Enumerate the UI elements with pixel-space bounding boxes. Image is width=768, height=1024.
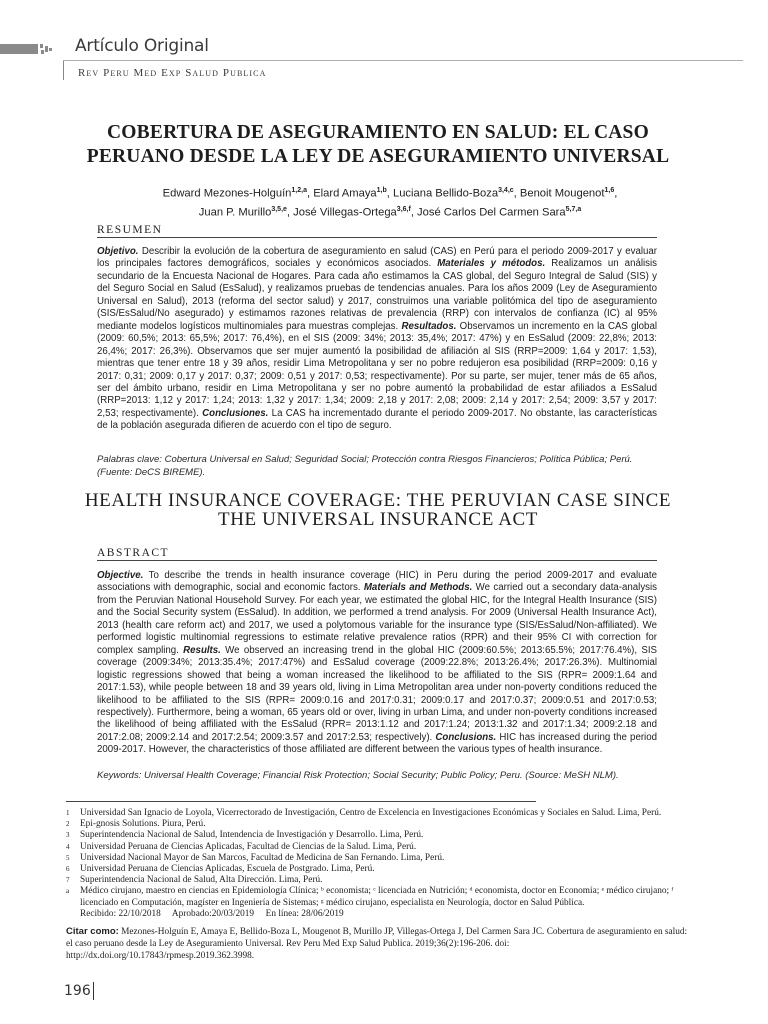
section-label: Artículo Original: [75, 36, 209, 56]
author-affiliation: 1,b: [376, 187, 387, 194]
footnote-item: [66, 830, 696, 841]
body-text: Realizamos un análisis secundario de la Encuesta Nacional de Hogares. Para cada año estimamos la CAS global, del Seguro Integral de Salud (SIS) y del Seguro Social en Salud (EsSalud), y realizamos pruebas de tendencias anuales. Para los años 2009 (Ley de Aseguramiento Universal en Salud), 2013 (reforma del sector salud) y 2017, construimos una variable politómica del tipo de aseguramiento (SIS/EsSalud/No asegurado) y estimamos razones relativas de prevalencia (RRP) con intervalos de confianza (IC) al 95% mediante modelos logísticos multinomiales para muestras complejas.: [97, 258, 657, 332]
footnote-item: [66, 886, 696, 908]
footnote-number: 7: [66, 876, 70, 885]
footnote-text: Superintendencia Nacional de Salud, Alta Dirección. Lima, Perú.: [80, 875, 323, 886]
subheading: Conclusions.: [435, 731, 497, 743]
body-text: Observamos un incremento en la CAS global (2009: 60,5%; 2013: 65,5%; 2017: 76,4%), en el SIS (2009: 34%; 2013: 35,4%; 2017: 47%) y en EsSalud (2009: 22,8%; 2013: 26,4%; 2017: 26,3%). Observamos que ser mujer aumentó la posibilidad de afiliación al SIS (RRP=2009: 1,64 y 2017: 1,53), mientras que tener entre 18 y 39 años, residir Lima Metropolitana y ser no pobre redujeron esa posibilidad (RRP=2009: 0,16 y 2017: 0,31; 2009: 0,17 y 2017: 0,37; 2009: 0,51 y 2017: 0,53; respectivamente). Por su parte, ser mujer, tener más de 65 años, ser del ámbito urbano, residir en Lima Metropolitana y ser no pobre aumentó la probabilidad de estar afiliados a EsSalud (RRP=2013: 1,12 y 2017: 1,24; 2013: 1,32 y 2017: 1,34; 2009: 2,18 y 2017: 2,08; 2009: 2,14 y 2017: 2,54; 2009: 3,57 y 2017: 2,53; respectivamente).: [97, 320, 657, 419]
citation-label: Citar como:: [66, 926, 119, 937]
journal-name: Rev Peru Med Exp Salud Publica: [78, 67, 267, 79]
author-affiliation: 1,6: [604, 187, 615, 194]
footnote-text: Universidad Peruana de Ciencias Aplicadas, Escuela de Postgrado. Lima, Perú.: [80, 864, 375, 875]
page-number: 196: [64, 983, 91, 999]
footnote-text: Universidad San Ignacio de Loyola, Vicerrectorado de Investigación, Centro de Excelencia en Investigaciones Económicas y Sociales en Salud. Lima, Perú.: [80, 808, 662, 818]
body-text: La CAS ha incrementado durante el periodo 2009-2017. No obstante, las características de la población asegurada difieren de acuerdo con el tipo de seguro.: [97, 407, 657, 432]
footnote-item: [66, 853, 696, 864]
header-horizontal-rule: [63, 60, 743, 61]
footnote-item: [66, 842, 696, 853]
subheading: Resultados.: [401, 320, 457, 332]
subheading: Objective.: [97, 570, 144, 581]
author-list: Edward Mezones-Holguín$^{1,2,a}$, Elard Amaya$^{1,b}$, Luciana Bellido-Boza$^{3,4,c}$, Benoit Mougenot$^{1,6}$, Juan P. Murillo$^{3,5,e}$, José Villegas-Ortega$^{3,6,f}$, José Carlos Del Carmen Sara$^{5,7,a}$: [162, 187, 618, 219]
footnote-text: Médico cirujano, maestro en ciencias en Epidemiología Clínica; ᵇ economista; ᶜ licenciada en Nutrición; ᵈ economista, doctor en Economía; ᵉ médico cirujano; ᶠ licenciado en Computación, magíster en Ingeniería de Sistemas; ᵍ médico cirujano, especialista en Neurología, doctor en Salud Pública.: [80, 886, 674, 908]
citation: [66, 926, 696, 962]
footnote-number: 3: [66, 831, 70, 840]
subheading: Materials and Methods.: [363, 582, 473, 594]
author-name: José Villegas-Ortega: [293, 206, 397, 219]
author-affiliation: 5,7,a: [565, 205, 582, 213]
citation-text: Mezones-Holguín E, Amaya E, Bellido-Boza L, Mougenot B, Murillo JP, Villegas-Ortega J, Del Carmen Sara JC. Cobertura de aseguramiento en salud: el caso peruano desde la Ley de Aseguramiento Universal. Rev Peru Med Exp Salud Publica. 2019;36(2):196-206. doi: http://dx.doi.org/10.17843/rpmesp.2019.362.3998.: [66, 927, 688, 961]
footnote-text: Universidad Peruana de Ciencias Aplicadas, Facultad de Ciencias de la Salud. Lima, Perú.: [80, 841, 417, 852]
author-name: Benoit Mougenot: [519, 187, 605, 200]
author-affiliation: 3,4,c: [498, 187, 514, 194]
body-text: HIC has increased during the period 2009-2017. However, the characteristics of those affiliated are different between the various types of health insurance.: [97, 731, 657, 756]
body-text: We observed an increasing trend in the global HIC (2009:60.5%; 2013:65.5%; 2017:76.4%), SIS coverage (2009:34%; 2013:35.4%; 2017:47%) and EsSalud coverage (2009:22.8%; 2013:26.4%; 2017:26.3%). Multinomial logistic regressions showed that being a woman increased the likelihood to be affiliated to the SIS (RPR= 2009:1.64 and 2017:1.53), while people between 18 and 39 years old, living in Lima Metropolitan area under non-poverty conditions reduced the likelihood to be affiliated to the SIS (RPR= 2009:0.16 and 2017:0.31; 2009:0.17 and 2017:0.37; 2009:0.51 and 2017:0.53; respectively). Furthermore, being a woman, 65 years old or over, living in urban Lima, and under non-poverty conditions increased the likelihood of being affiliated with the EsSalud (RPR= 2013:1.12 and 2017:1.24; 2013:1.32 and 2017:1.34; 2009:2.18 and 2017:2.08; 2009:2.14 and 2017:2.54; 2009:3.57 and 2017:2.53; respectively).: [97, 644, 658, 743]
resumen-rule: [97, 237, 657, 238]
author-affiliation: 3,5,e: [271, 205, 287, 213]
subheading: Conclusiones.: [202, 407, 269, 419]
author-name: Luciana Bellido-Boza: [392, 187, 499, 200]
abstract-body: [97, 570, 657, 757]
author-affiliation: 1,2,a: [291, 187, 307, 194]
body-text: Describir la evolución de la cobertura de aseguramiento en salud (CAS) en Perú para el periodo 2009-2017 y evaluar los principales factores demográficos, sociales y económicos asociados.: [97, 246, 657, 270]
subheading: Objetivo.: [97, 246, 139, 257]
footnote-number: a: [66, 887, 70, 896]
author-name: Edward Mezones-Holguín: [162, 187, 292, 200]
author-name: José Carlos Del Carmen Sara: [417, 206, 566, 219]
resumen-heading: RESUMEN: [97, 224, 163, 236]
abstract-rule: [97, 560, 657, 561]
body-text: We carried out a secondary data-analysis from the Peruvian National Household Survey. For each year, we estimated the global HIC, for the Integral Health Insurance (SIS) and the Social Security system (EsSalud). In addition, we performed a trend analysis. For 2009 (Universal Health Insurance Act), 2013 (health care reform act) and 2017, we used a polytomous variable for the insurance type (SIS/EsSalud/Non-affiliated). We performed logistic multinomial regressions to estimate relative prevalence ratios (RPR) and their 95% CI with correction for complex sampling.: [97, 582, 658, 656]
resumen-body: [97, 246, 657, 433]
subheading: Materiales y métodos.: [437, 258, 546, 270]
author-name: Elard Amaya: [313, 187, 377, 200]
page-number-bar: [93, 982, 94, 1000]
subheading: Results.: [183, 644, 221, 656]
header-accent-ticks: [38, 44, 52, 54]
header-vertical-rule: [63, 60, 64, 80]
footnote-item: [66, 819, 696, 830]
author-affiliation: 3,6,f: [396, 205, 411, 213]
footnote-list: [66, 808, 696, 920]
footnote-number: 1: [66, 809, 70, 817]
footnote-item: [66, 808, 696, 819]
article-title-en: HEALTH INSURANCE COVERAGE: THE PERUVIAN CASE SINCE THE UNIVERSAL INSURANCE ACT: [84, 490, 672, 530]
publication-dates: Recibido: 22/10/2018 Aprobado:20/03/2019 En línea: 28/06/2019: [80, 908, 344, 919]
footnote-text: Superintendencia Nacional de Salud, Intendencia de Investigación y Desarrollo. Lima, Perú.: [80, 830, 424, 841]
footnote-number: 5: [66, 853, 70, 862]
abstract-keywords: Keywords: Universal Health Coverage; Financial Risk Protection; Social Security; Public Policy; Peru. (Source: MeSH NLM).: [97, 770, 619, 781]
author-name: Juan P. Murillo: [198, 206, 272, 219]
abstract-heading: ABSTRACT: [97, 547, 170, 559]
footnote-item: [66, 875, 696, 886]
header-accent-bar: [0, 44, 38, 54]
footnote-number: 6: [66, 865, 70, 874]
article-title-es: COBERTURA DE ASEGURAMIENTO EN SALUD: EL CASO PERUANO DESDE LA LEY DE ASEGURAMIENTO UNIVERSAL: [86, 122, 670, 167]
body-text: To describe the trends in health insurance coverage (HIC) in Peru during the period 2009-2017 and evaluate associations with demographic, social and economic factors.: [97, 570, 657, 594]
footnote-text: Epi-gnosis Solutions. Piura, Perú.: [80, 819, 206, 830]
footnote-rule: [66, 801, 536, 802]
footnote-item: [66, 864, 696, 875]
footnote-number: 2: [66, 820, 70, 829]
footnote-text: Universidad Nacional Mayor de San Marcos, Facultad de Medicina de San Fernando. Lima, Perú.: [80, 852, 445, 863]
resumen-keywords: Palabras clave: Cobertura Universal en Salud; Seguridad Social; Protección contra Riesgos Financieros; Política Pública; Perú. (Fuente: DeCS BIREME).: [97, 454, 633, 478]
footnote-number: 4: [66, 842, 70, 851]
